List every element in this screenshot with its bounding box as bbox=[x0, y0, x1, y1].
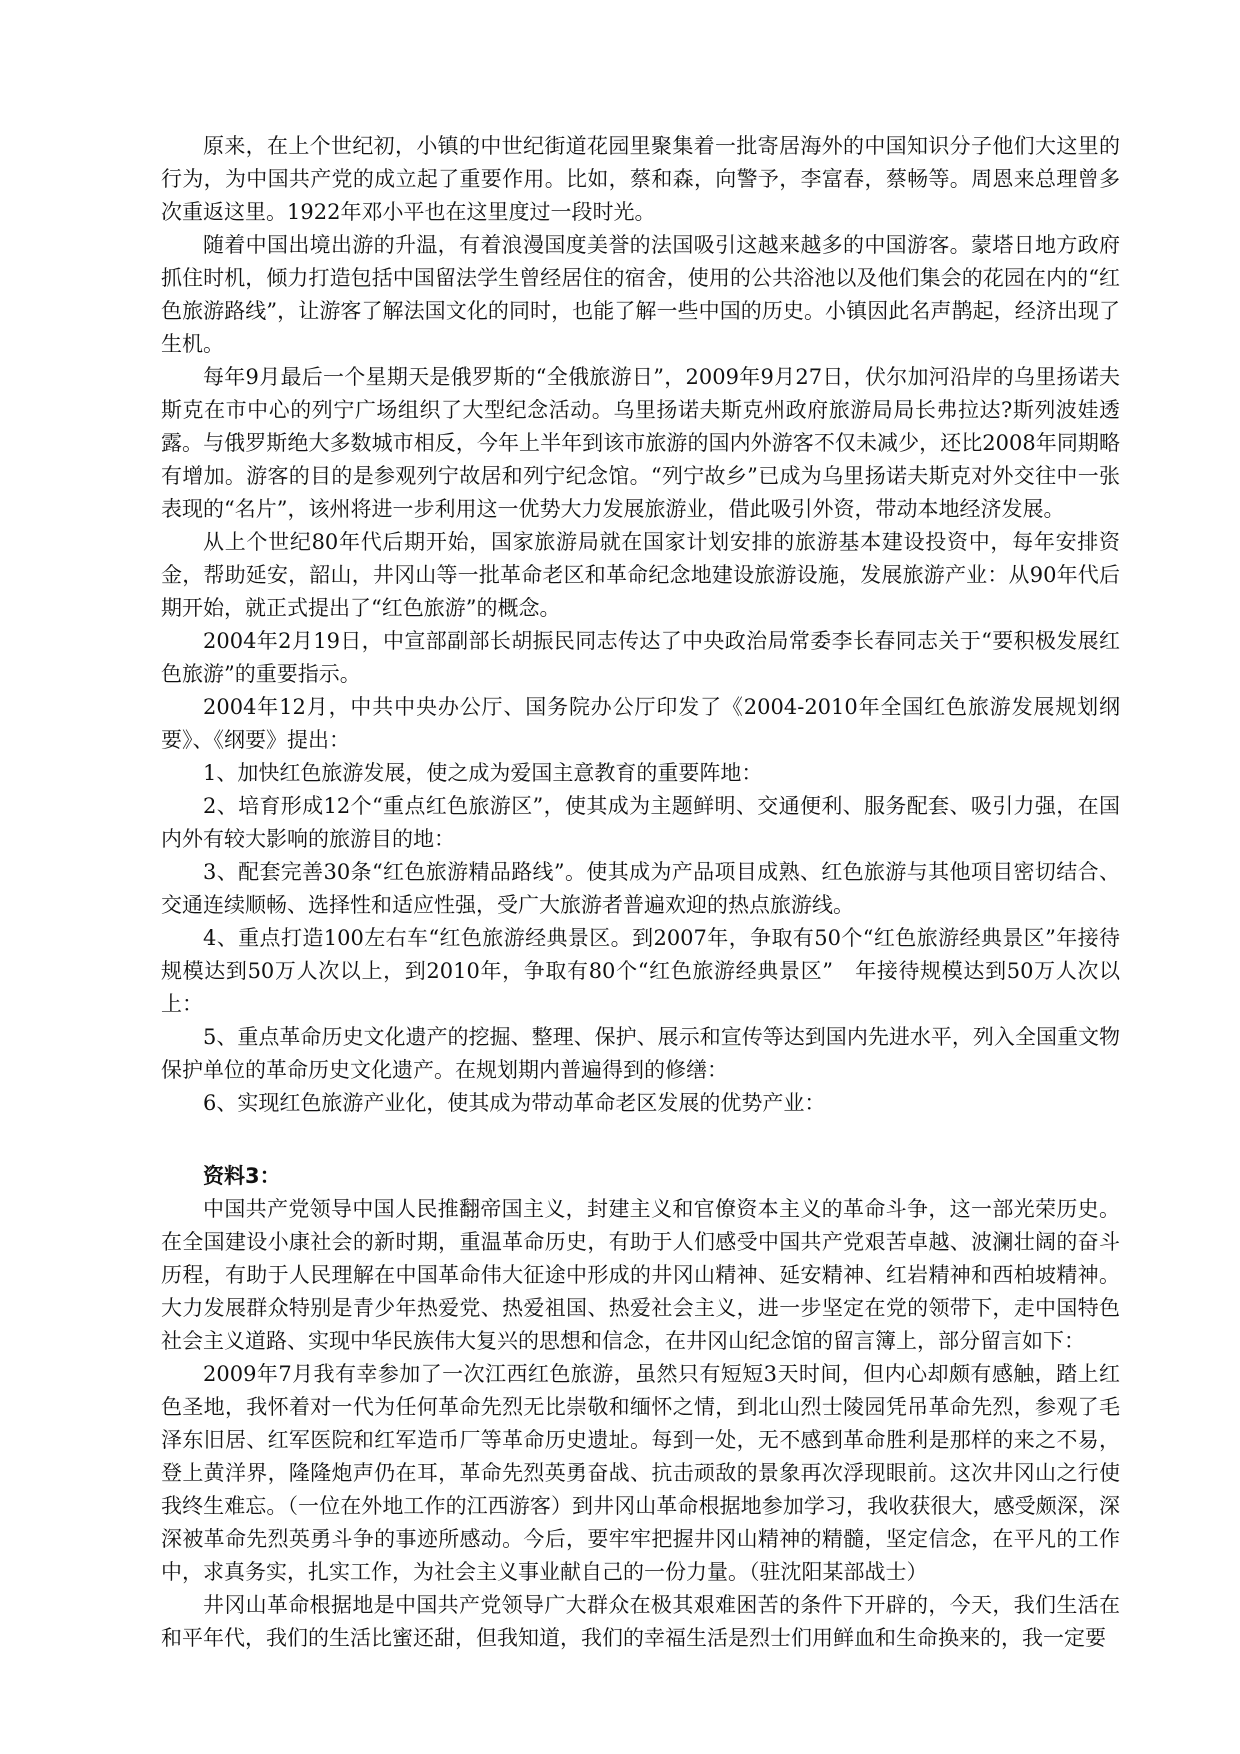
list-item: 5、重点革命历史文化遗产的挖掘、整理、保护、展示和宣传等达到国内先进水平，列入全国重文物保护单位的革命历史文化遗产。在规划期内普遍得到的修缮： bbox=[161, 1025, 1120, 1082]
section-spacer bbox=[161, 1120, 1120, 1160]
paragraph: 2004年12月，中共中央办公厅、国务院办公厅印发了《2004-2010年全国红色旅游发展规划纲要》、《纲要》提出： bbox=[161, 695, 1120, 752]
list-item: 4、重点打造100左右车“红色旅游经典景区。到2007年，争取有50个“红色旅游经典景区”年接待规模达到50万人次以上，到2010年，争取有80个“红色旅游经典景区” 年接待规模达到50万人次以上： bbox=[161, 926, 1120, 1016]
paragraph: 井冈山革命根据地是中国共产党领导广大群众在极其艰难困苦的条件下开辟的，今天，我们生活在和平年代，我们的生活比蜜还甜，但我知道，我们的幸福生活是烈士们用鲜血和生命换来的，我一定要 bbox=[161, 1593, 1120, 1650]
paragraph: 2004年2月19日，中宣部副部长胡振民同志传达了中央政治局常委李长春同志关于“要积极发展红色旅游”的重要指示。 bbox=[161, 629, 1120, 686]
paragraph: 从上个世纪80年代后期开始，国家旅游局就在国家计划安排的旅游基本建设投资中，每年安排资金，帮助延安，韶山，井冈山等一批革命老区和革命纪念地建设旅游设施，发展旅游产业：从90年代后期开始，就正式提出了“红色旅游”的概念。 bbox=[161, 530, 1120, 620]
list-item: 1、加快红色旅游发展，使之成为爱国主意教育的重要阵地： bbox=[203, 761, 763, 785]
list-item: 3、配套完善30条“红色旅游精品路线”。使其成为产品项目成熟、红色旅游与其他项目密切结合、交通连续顺畅、选择性和适应性强，受广大旅游者普遍欢迎的热点旅游线。 bbox=[161, 860, 1120, 917]
paragraph: 随着中国出境出游的升温，有着浪漫国度美誉的法国吸引这越来越多的中国游客。蒙塔日地方政府抓住时机，倾力打造包括中国留法学生曾经居住的宿舍，使用的公共浴池以及他们集会的花园在内的“红色旅游路线”，让游客了解法国文化的同时，也能了解一些中国的历史。小镇因此名声鹊起，经济出现了生机。 bbox=[161, 233, 1120, 356]
paragraph: 每年9月最后一个星期天是俄罗斯的“全俄旅游日”，2009年9月27日，伏尔加河沿岸的乌里扬诺夫斯克在市中心的列宁广场组织了大型纪念活动。乌里扬诺夫斯克州政府旅游局局长弗拉达?斯列波娃透露。与俄罗斯绝大多数城市相反，今年上半年到该市旅游的国内外游客不仅未减少，还比2008年同期略有增加。游客的目的是参观列宁故居和列宁纪念馆。“列宁故乡”已成为乌里扬诺夫斯克对外交往中一张表现的“名片”，该州将进一步利用这一优势大力发展旅游业，借此吸引外资，带动本地经济发展。 bbox=[161, 365, 1120, 521]
paragraph: 原来，在上个世纪初，小镇的中世纪街道花园里聚集着一批寄居海外的中国知识分子他们大这里的行为，为中国共产党的成立起了重要作用。比如，蔡和森，向警予，李富春，蔡畅等。周恩来总理曾多次重返这里。1922年邓小平也在这里度过一段时光。 bbox=[161, 134, 1120, 224]
paragraph: 中国共产党领导中国人民推翻帝国主义，封建主义和官僚资本主义的革命斗争，这一部光荣历史。在全国建设小康社会的新时期，重温革命历史，有助于人们感受中国共产党艰苦卓越、波澜壮阔的奋斗历程，有助于人民理解在中国革命伟大征途中形成的井冈山精神、延安精神、红岩精神和西柏坡精神。大力发展群众特别是青少年热爱党、热爱祖国、热爱社会主义，进一步坚定在党的领带下，走中国特色社会主义道路、实现中华民族伟大复兴的思想和信念，在井冈山纪念馆的留言簿上，部分留言如下： bbox=[161, 1197, 1120, 1353]
section-heading: 资料3： bbox=[203, 1164, 281, 1188]
list-item: 6、实现红色旅游产业化，使其成为带动革命老区发展的优势产业： bbox=[203, 1091, 826, 1115]
paragraph: 2009年7月我有幸参加了一次江西红色旅游，虽然只有短短3天时间，但内心却颇有感触，踏上红色圣地，我怀着对一代为任何革命先烈无比崇敬和缅怀之情，到北山烈士陵园凭吊革命先烈，参观了毛泽东旧居、红军医院和红军造币厂等革命历史遗址。每到一处，无不感到革命胜利是那样的来之不易，登上黄洋界，隆隆炮声仍在耳，革命先烈英勇奋战、抗击顽敌的景象再次浮现眼前。这次井冈山之行使我终生难忘。（一位在外地工作的江西游客）到井冈山革命根据地参加学习，我收获很大，感受颇深，深深被革命先烈英勇斗争的事迹所感动。今后，要牢牢把握井冈山精神的精髓，坚定信念，在平凡的工作中，求真务实，扎实工作，为社会主义事业献自己的一份力量。（驻沈阳某部战士） bbox=[161, 1362, 1120, 1584]
list-item: 2、培育形成12个“重点红色旅游区”，使其成为主题鲜明、交通便利、服务配套、吸引力强，在国内外有较大影响的旅游目的地： bbox=[161, 794, 1120, 851]
